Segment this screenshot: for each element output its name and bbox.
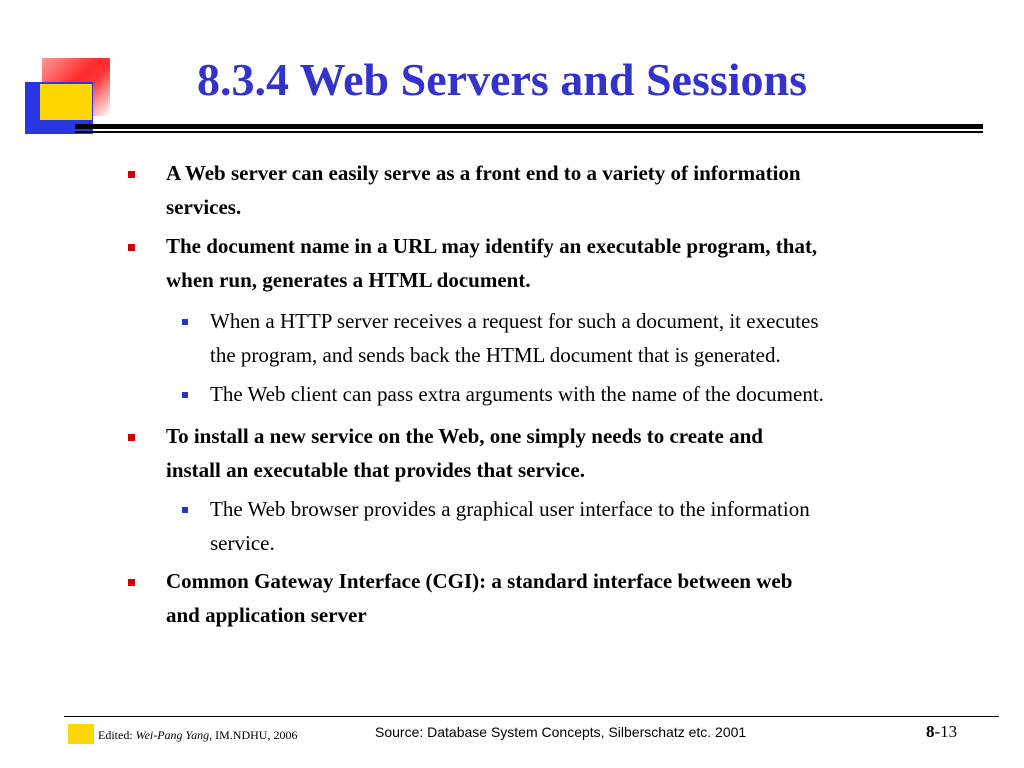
subbullet-text: The Web browser provides a graphical user interface to the information <box>210 497 810 521</box>
bullet-marker-icon <box>128 171 135 178</box>
bullet-text: The document name in a URL may identify an executable program, that, <box>166 234 818 258</box>
bullet-marker-icon <box>128 244 135 251</box>
footer-edited-label: Edited: <box>98 728 136 742</box>
footer-author: Wei-Pang Yang, <box>135 728 213 742</box>
subbullet-marker-icon <box>182 319 188 325</box>
page-number <box>926 722 957 742</box>
bullet-text: A Web server can easily serve as a front end to a variety of information <box>166 161 801 185</box>
bullet-text-continued: and application server <box>166 603 367 627</box>
bullet-text: To install a new service on the Web, one simply needs to create and <box>166 424 763 448</box>
subbullet-marker-icon <box>182 392 188 398</box>
subbullet-marker-icon <box>182 507 188 513</box>
footer-source: Source: Database System Concepts, Silberschatz etc. 2001 <box>375 724 747 740</box>
slide-logo-decoration <box>0 0 130 140</box>
title-rule-thick <box>75 124 983 129</box>
subbullet-text: The Web client can pass extra arguments with the name of the document. <box>210 382 824 406</box>
logo-yellow-square <box>40 84 92 120</box>
footer-edited <box>98 728 297 743</box>
bullet-text-continued: install an executable that provides that service. <box>166 458 585 482</box>
footer-yellow-square <box>68 724 94 744</box>
page-chapter: 8 <box>926 722 935 741</box>
footer-org: IM.NDHU, 2006 <box>212 728 298 742</box>
bullet-text: Common Gateway Interface (CGI): a standard interface between web <box>166 569 793 593</box>
title-rule-thin <box>75 131 983 133</box>
bullet-text-continued: when run, generates a HTML document. <box>166 268 531 292</box>
bullet-text-continued: services. <box>166 195 242 219</box>
page-suffix: -13 <box>934 722 958 741</box>
bullet-marker-icon <box>128 434 135 441</box>
subbullet-text-continued: the program, and sends back the HTML document that is generated. <box>210 343 781 367</box>
bullet-marker-icon <box>128 579 135 586</box>
subbullet-text-continued: service. <box>210 531 275 555</box>
footer-rule <box>64 716 999 717</box>
subbullet-text: When a HTTP server receives a request for such a document, it executes <box>210 309 819 333</box>
slide-title: 8.3.4 Web Servers and Sessions <box>197 54 808 105</box>
